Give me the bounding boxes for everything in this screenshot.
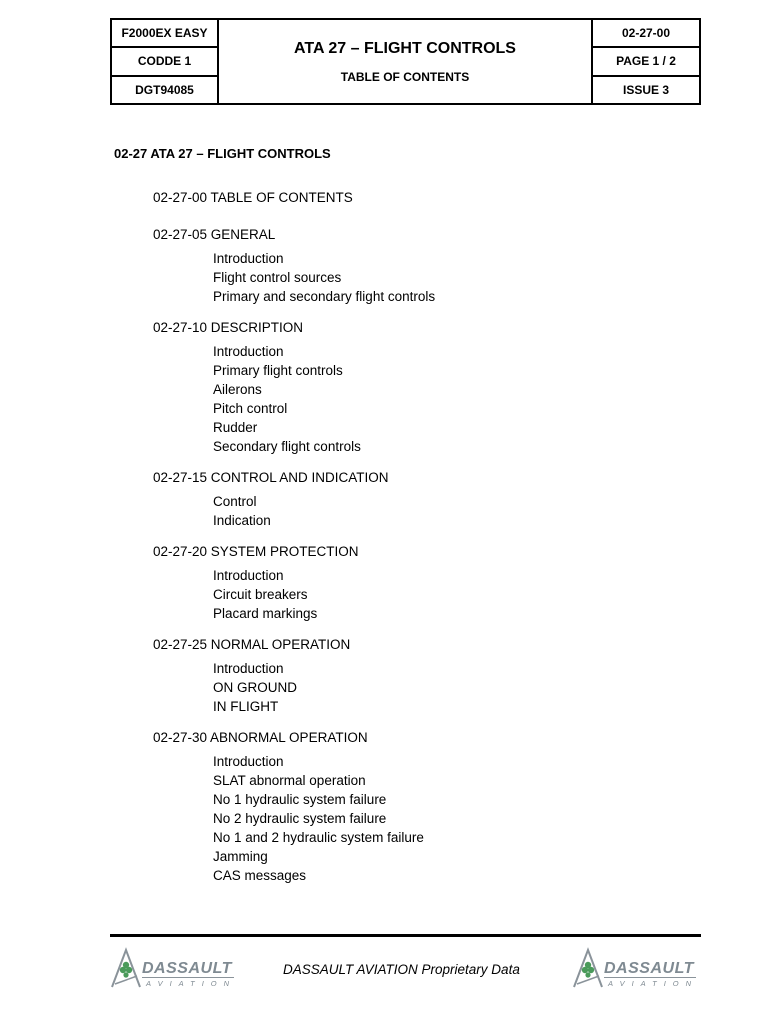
- toc-item: Ailerons: [213, 382, 262, 397]
- toc-item: Introduction: [213, 344, 284, 359]
- toc-section-title: 02-27-25 NORMAL OPERATION: [153, 637, 351, 652]
- toc-item: CAS messages: [213, 868, 307, 883]
- document-number: DGT94085: [112, 75, 217, 103]
- toc-section: [153, 542, 713, 623]
- toc-item-list: [213, 752, 713, 885]
- toc-item: No 1 hydraulic system failure: [213, 792, 387, 807]
- toc-section: [153, 225, 713, 306]
- toc-section-title: 02-27-15 CONTROL AND INDICATION: [153, 470, 389, 485]
- page-number: PAGE 1 / 2: [593, 46, 699, 74]
- dassault-emblem-icon: [572, 946, 606, 992]
- toc-section-title: 02-27-20 SYSTEM PROTECTION: [153, 544, 359, 559]
- section-code: 02-27-00: [621, 26, 671, 41]
- toc-section-title: 02-27-00 TABLE OF CONTENTS: [153, 190, 353, 205]
- toc-item: IN FLIGHT: [213, 699, 279, 714]
- toc-section-title: 02-27-10 DESCRIPTION: [153, 320, 304, 335]
- logo-underline: [604, 977, 696, 978]
- table-of-contents: [153, 188, 713, 897]
- toc-item: Introduction: [213, 754, 284, 769]
- codde-reference: CODDE 1: [112, 46, 217, 74]
- toc-item: Pitch control: [213, 401, 288, 416]
- toc-item: Placard markings: [213, 606, 318, 621]
- toc-item-list: [213, 566, 713, 623]
- toc-item: Control: [213, 494, 257, 509]
- toc-section-title: 02-27-05 GENERAL: [153, 227, 276, 242]
- toc-item: No 1 and 2 hydraulic system failure: [213, 830, 424, 845]
- logo-underline: [142, 977, 234, 978]
- toc-item: No 2 hydraulic system failure: [213, 811, 387, 826]
- chapter-title: 02-27 ATA 27 – FLIGHT CONTROLS: [114, 146, 331, 161]
- footer-rule: [110, 934, 701, 937]
- toc-item: Primary and secondary flight controls: [213, 289, 436, 304]
- toc-item: Primary flight controls: [213, 363, 343, 378]
- toc-section: [153, 318, 713, 456]
- toc-item-list: [213, 492, 713, 530]
- footer-proprietary-text: DASSAULT AVIATION Proprietary Data: [283, 962, 520, 977]
- header-title-block: [217, 20, 593, 103]
- toc-item-list: [213, 659, 713, 716]
- toc-section: [153, 468, 713, 530]
- toc-item: Introduction: [213, 568, 284, 583]
- aircraft-model: F2000EX EASY: [121, 26, 208, 41]
- header-subtitle: TABLE OF CONTENTS: [340, 70, 470, 84]
- toc-item: Secondary flight controls: [213, 439, 361, 454]
- toc-item: Introduction: [213, 251, 284, 266]
- toc-section: [153, 188, 713, 207]
- toc-item: Indication: [213, 513, 271, 528]
- toc-item-list: [213, 342, 713, 456]
- logo-subtext: AVIATION: [608, 979, 699, 988]
- toc-section: [153, 728, 713, 885]
- dassault-emblem-icon: [110, 946, 144, 992]
- toc-item: SLAT abnormal operation: [213, 773, 366, 788]
- logo-wordmark: DASSAULT: [142, 960, 232, 977]
- header-title: ATA 27 – FLIGHT CONTROLS: [294, 40, 516, 57]
- document-header: [110, 18, 701, 105]
- issue-number: ISSUE 3: [593, 75, 699, 103]
- header-right-column: [593, 20, 699, 103]
- toc-section-title: 02-27-30 ABNORMAL OPERATION: [153, 730, 368, 745]
- logo-wordmark: DASSAULT: [604, 960, 694, 977]
- header-left-column: [112, 20, 217, 103]
- dassault-logo-right: [572, 946, 702, 992]
- toc-item: Circuit breakers: [213, 587, 308, 602]
- toc-item: Rudder: [213, 420, 258, 435]
- logo-subtext: AVIATION: [146, 979, 237, 988]
- toc-section: [153, 635, 713, 716]
- toc-item: ON GROUND: [213, 680, 297, 695]
- toc-item: Introduction: [213, 661, 284, 676]
- toc-item: Jamming: [213, 849, 268, 864]
- toc-item-list: [213, 249, 713, 306]
- dassault-logo-left: [110, 946, 240, 992]
- toc-item: Flight control sources: [213, 270, 342, 285]
